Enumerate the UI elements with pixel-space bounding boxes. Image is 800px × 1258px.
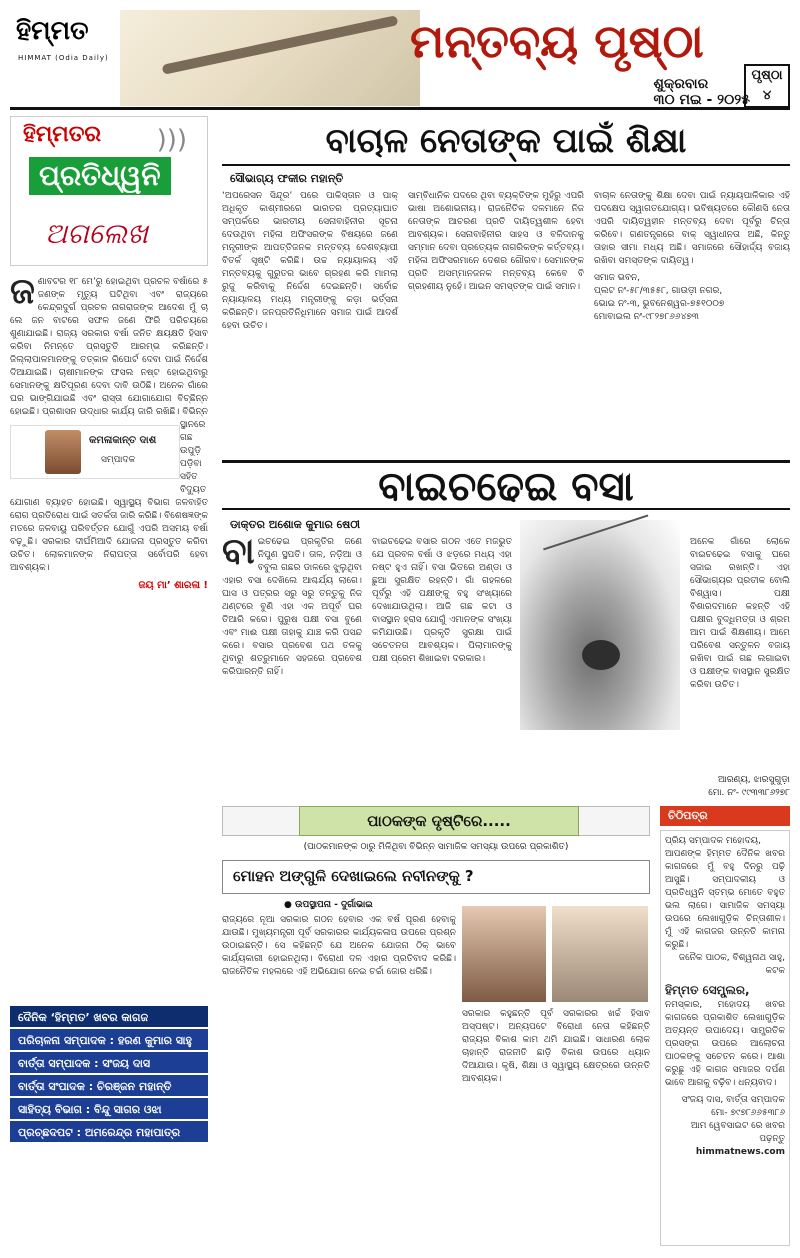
article2-byline: ଡାକ୍ତର ଅଶୋକ କୁମାର ଷେଠୀ bbox=[230, 518, 361, 531]
author-name: କମଳାକାନ୍ତ ଦାଶ bbox=[89, 435, 157, 446]
author-photo bbox=[45, 430, 81, 474]
author-role: ସମ୍ପାଦକ bbox=[101, 455, 136, 465]
opinion-headline: ମୋହନ ଅଙ୍ଗୁଳି ଦେଖାଇଲେ ନବୀନଙ୍କୁ ? bbox=[222, 860, 650, 894]
sign-line: ମୋ. ନଂ- ୯୯୩୩୮୬୨୭୮ bbox=[708, 788, 790, 798]
logo-agralekha: ଅଗଲେଖ bbox=[45, 217, 148, 250]
page-number: ୪ bbox=[762, 88, 772, 103]
article2-col2: ବାଇଚଢେଇ ବସାର ଗଠନ ଏତେ ମଜଭୁତ ଯେ ପ୍ରବଳ ବର୍ଷା ଓ ଝଡ଼ରେ ମଧ୍ୟ ଏହା ନଷ୍ଟ ହୁଏ ନାହିଁ। ବସା ଭିତରେ ଅଣ୍ଡା ଓ ଛୁଆ ସୁରକ୍ଷିତ ରହନ୍ତି। ଗାଁ ଗହଳରେ ପୂର୍ବରୁ ଏହି ପକ୍ଷୀଙ୍କୁ ବହୁ ସଂଖ୍ୟାରେ ଦେଖାଯାଉଥିଲା। ଆଜି ଗଛ କଟା ଓ ବାସସ୍ଥାନ ହ୍ରାସ ଯୋଗୁଁ ଏମାନଙ୍କ ସଂଖ୍ୟା କମିଯାଉଛି। ପ୍ରକୃତି ସୁରକ୍ଷା ପାଇଁ ସଚେତନତା ଆବଶ୍ୟକ। ପିଲାମାନଙ୍କୁ ପକ୍ଷୀ ପ୍ରେମ ଶିଖାଇବା ଦରକାର। bbox=[372, 537, 512, 664]
editorial-text-2: ବିଭିନ୍ନ ସ୍ଥାନରେ ଗଛ ଉପୁଡ଼ି ପଡ଼ିବା ସହିତ ବିଦ୍ୟୁତ ଯୋଗାଣ ବ୍ୟାହତ ହୋଇଛି। ସ୍ୱାସ୍ଥ୍ୟ ବିଭାଗ ଜଳବାହିତ ରୋଗ ପ୍ରତିରୋଧ ପାଇଁ ସତର୍କତା ଜାରି କରିଛି। ବିଶେଷଜ୍ଞଙ୍କ ମତରେ ଜଳବାୟୁ ପରିବର୍ତ୍ତନ ଯୋଗୁଁ ଏପରି ଅସମୟ ବର୍ଷା ବଢ଼ୁଛି। ସରକାର ଦୀର୍ଘମିଆଦି ଯୋଜନା ପ୍ରସ୍ତୁତ କରିବା ଉଚିତ। ଲୋକମାନଙ୍କ ନିରାପତ୍ତା ସର୍ବୋପରି ହେବା ଆବଶ୍ୟକ। bbox=[10, 407, 208, 573]
page-label: ପୃଷ୍ଠା bbox=[751, 68, 783, 83]
letters-tab: ଚିଠିପତ୍ର bbox=[660, 806, 790, 826]
staff-row: ପ୍ରଚ୍ଛଦପଟ : ଅମରେନ୍ଦ୍ର ମହାପାତ୍ର bbox=[10, 1121, 208, 1144]
article1-body bbox=[222, 190, 790, 452]
article1-byline: ସୌଭାଗ୍ୟ ଫକୀର ମହାନ୍ତି bbox=[230, 172, 344, 185]
weaver-bird-nest-photo bbox=[520, 520, 680, 730]
left-column bbox=[10, 116, 208, 1246]
section-title: ମନ୍ତବ୍ୟ ପୃଷ୍ଠା bbox=[410, 14, 704, 68]
article1-signature bbox=[594, 272, 790, 324]
brand-name: ହିମ୍ମତ bbox=[16, 16, 89, 46]
letter1-salutation: ପ୍ରିୟ ସମ୍ପାଦକ ମହୋଦୟ, bbox=[665, 836, 761, 846]
sign-line: ଭୋଇ ନଂ-୩, ଭୁବନେଶ୍ୱର-୭୫୧୦୦୭ bbox=[594, 299, 725, 309]
staff-row: ସାହିତ୍ୟ ବିଭାଗ : ବିନ୍ଦୁ ସାଗର ଓଝା bbox=[10, 1098, 208, 1121]
readers-banner bbox=[222, 806, 650, 836]
author-card bbox=[10, 425, 180, 479]
sign-line: ମୋବାଇଲ ନଂ-୯୮୨୭୮୬୬୪୭୩ bbox=[594, 312, 699, 322]
politician-photo-1 bbox=[462, 906, 546, 1002]
letters-box bbox=[660, 830, 790, 1246]
editorial-article bbox=[10, 276, 208, 896]
dropcap: ଜ bbox=[10, 276, 35, 312]
pen-illustration bbox=[120, 10, 420, 106]
sign-line: ଆରଣ୍ୟ, ଝାରସୁଗୁଡ଼ା bbox=[718, 775, 790, 785]
sign-line: ସମାଜ ଭବନ, bbox=[594, 273, 641, 283]
staff-credits bbox=[10, 1006, 208, 1144]
article1-col3-text: ବାଚାଳ ନେତାଙ୍କୁ ଶିକ୍ଷା ଦେବା ପାଇଁ ନ୍ୟାୟପାଳିକାର ଏହି ପଦକ୍ଷେପ ସ୍ୱାଗତଯୋଗ୍ୟ। ଭବିଷ୍ୟତରେ କୌଣସି ନେତା ଏପରି ଦାୟିତ୍ୱହୀନ ମନ୍ତବ୍ୟ ଦେବା ପୂର୍ବରୁ ଚିନ୍ତା କରିବେ। ଗଣତନ୍ତ୍ରରେ ବାକ୍ ସ୍ୱାଧୀନତା ଅଛି, କିନ୍ତୁ ତାହାର ସୀମା ମଧ୍ୟ ଅଛି। ସମାଜରେ ସୌହାର୍ଦ୍ଦ୍ୟ ବଜାୟ ରଖିବା ସମସ୍ତଙ୍କ ଦାୟିତ୍ୱ। bbox=[594, 191, 790, 266]
staff-row: ପରିଚାଳନା ସମ୍ପାଦକ : ହରଣ କୁମାର ସାହୁ bbox=[10, 1029, 208, 1052]
readers-title: ପାଠକଙ୍କ ଦୃଷ୍ଟିରେ..... bbox=[299, 806, 579, 836]
masthead bbox=[10, 10, 790, 110]
letter2-signature: ସଂଜୟ ଦାସ, ବାର୍ତ୍ତା ସମ୍ପାଦକ bbox=[681, 1095, 785, 1105]
pratidhwani-logo bbox=[10, 116, 208, 266]
readers-note: (ପାଠକମାନଙ୍କ ଠାରୁ ମିଳିଥିବା ବିଭିନ୍ନ ସାମାଜିକ ସମସ୍ୟା ଉପରେ ପ୍ରକାଶିତ) bbox=[303, 842, 569, 852]
contact-number: ମୋ- ୭୯୭୮୬୬୫୩୮୬ bbox=[711, 1108, 785, 1118]
staff-row: ବାର୍ତ୍ତା ସମ୍ପାଦକ : ସଂଜୟ ଦାସ bbox=[10, 1052, 208, 1075]
article2-body-left bbox=[222, 536, 512, 798]
article2-dropcap: ବା bbox=[222, 536, 255, 572]
letter2-body: ନମସ୍କାର, ମହୋଦୟ ଖବର କାଗଜରେ ପ୍ରକାଶିତ ଲେଖାଗୁଡ଼ିକ ଅତ୍ୟନ୍ତ ଉପାଦେୟ। ସାମ୍ପ୍ରତିକ ପ୍ରସଙ୍ଗ ଉପରେ ଆଲୋଚନା ପାଠକଙ୍କୁ ସଚେତନ କରେ। ଆଶା କରୁଛୁ ଏହି କାଗଜ ସମାଜର ଦର୍ପଣ ଭାବେ ଆଗକୁ ବଢ଼ିବ। ଧନ୍ୟବାଦ। bbox=[665, 1000, 785, 1088]
logo-himmat: ହିମ୍ମତର bbox=[23, 121, 102, 147]
opinion-byline: ● ଉପସ୍ଥାପନା - ଦୁର୍ଗାଭାଇ bbox=[284, 900, 373, 910]
website-note: ଆମ ୱେବସାଇଟ ରେ ଖବର ପଢ଼ନ୍ତୁ bbox=[690, 1121, 785, 1144]
logo-pratidhwani: ପ୍ରତିଧ୍ୱନି bbox=[29, 157, 171, 195]
sign-line: ପ୍ଲଟ ନଂ-୫୮/୩୫୫୮, ଗାଉଡ଼ୀ ନଗର, bbox=[594, 286, 723, 296]
politician-photo-2 bbox=[552, 906, 648, 1002]
website-link[interactable]: himmatnews.com bbox=[695, 1147, 785, 1157]
end-mark: ଜୟ ମା’ ଶାରଳା ! bbox=[138, 580, 208, 591]
page-number-box bbox=[744, 64, 790, 108]
date: ୩୦ ମଇ - ୨୦୨୫ bbox=[653, 92, 750, 108]
article1-col3 bbox=[594, 190, 790, 452]
brand-logo bbox=[10, 10, 130, 70]
opinion-col2: ସରକାର କହୁଛନ୍ତି ପୂର୍ବ ସରକାରର ଖର୍ଚ୍ଚ ହିସାବ ଅସ୍ପଷ୍ଟ। ଅନ୍ୟପଟେ ବିରୋଧୀ ନେତା କହିଛନ୍ତି ରାଜ୍ୟର ବିକାଶ କାମ ଥମି ଯାଇଛି। ସାଧାରଣ ଲୋକ ଚାହାନ୍ତି ରାଜନୀତି ଛାଡ଼ି ବିକାଶ ଉପରେ ଧ୍ୟାନ ଦିଆଯାଉ। କୃଷି, ଶିକ୍ଷା ଓ ସ୍ୱାସ୍ଥ୍ୟ କ୍ଷେତ୍ରରେ ଉନ୍ନତି ଆବଶ୍ୟକ। bbox=[462, 1009, 650, 1084]
article2-col1 bbox=[222, 536, 362, 798]
editorial-text: ଣାବଟର ୧୮ ମେ’ରୁ ହୋଇଥିବା ପ୍ରଚଳ ବର୍ଷାରେ ୫ ଜଣଙ୍କ ମୃତ୍ୟୁ ଘଟିଥିବା ଏବଂ ରାଜ୍ୟରେ କେନ୍ଦ୍ରଦୁର୍ଗ ପ୍ରଚଳ ନାଗରାଜଙ୍କ ଆଦେଶ ମୁଁ ଚା ଲେ ଜନ ବାଟରେ ସଫଳ ଜଣେ ଫିରି ପରିଚୟରେ ଶୁଣାଯାଇଛି। ରାଜ୍ୟ ସରକାର ବର୍ଷା ଜନିତ କ୍ଷୟକ୍ଷତି ହିସାବ କରିବା ନିମନ୍ତେ ପ୍ରସ୍ତୁତି ଆରମ୍ଭ କରିଛନ୍ତି। ଜିଲ୍ଲାପାଳମାନଙ୍କୁ ତତ୍କାଳ ରିପୋର୍ଟ ଦେବା ପାଇଁ ନିର୍ଦ୍ଦେଶ ଦିଆଯାଇଛି। ଚାଷୀମାନଙ୍କ ଫସଲ ନଷ୍ଟ ହୋଇଥିବାରୁ ସେମାନଙ୍କୁ କ୍ଷତିପୂରଣ ଦେବା ଦାବି ଉଠିଛି। ଅନେକ ଗାଁରେ ଘର ଭାଙ୍ଗିଯାଇଛି ଏବଂ ରାସ୍ତା ଯୋଗାଯୋଗ ବିଚ୍ଛିନ୍ନ ହୋଇଛି। ପ୍ରଶାସନ ଉଦ୍ଧାର କାର୍ଯ୍ୟ ଜାରି ରଖିଛି। bbox=[10, 277, 208, 417]
letter1-body: ଆପଣଙ୍କ ହିମ୍ମତ ଦୈନିକ ଖବର କାଗଜରେ ମୁଁ ବହୁ ଦିନରୁ ପଢ଼ି ଆସୁଛି। ସମ୍ପାଦକୀୟ ଓ ପ୍ରତିଧ୍ୱନି ସ୍ତମ୍ଭ ମୋତେ ବହୁତ ଭଲ ଲାଗେ। ସାମାଜିକ ସମସ୍ୟା ଉପରେ ଲେଖାଗୁଡ଼ିକ ଚିନ୍ତାଶୀଳ। ମୁଁ ଏହି କାଗଜର ଉନ୍ନତି କାମନା କରୁଛି। bbox=[665, 849, 785, 950]
article2-headline: ବାଇଚଢେଇ ବସା bbox=[222, 460, 790, 510]
brand-subtitle: HIMMAT (Odia Daily) bbox=[18, 54, 109, 62]
letter1-signature: ଜନୈକ ପାଠକ, ବିଶ୍ୱନାଥ ସାହୁ, କଟକ bbox=[678, 953, 785, 976]
staff-row: ବାର୍ତ୍ତା ସଂପାଦକ : ଚିରଞ୍ଜନ ମହାନ୍ତି bbox=[10, 1075, 208, 1098]
date-line bbox=[653, 76, 750, 108]
opinion-col1: ରାଜ୍ୟରେ ନୂଆ ସରକାର ଗଠନ ହେବାର ଏକ ବର୍ଷ ପୂରଣ ହେବାକୁ ଯାଉଛି। ମୁଖ୍ୟମନ୍ତ୍ରୀ ପୂର୍ବ ସରକାରର କାର୍ଯ୍ୟକଳାପ ଉପରେ ପ୍ରଶ୍ନ ଉଠାଇଛନ୍ତି। ସେ କହିଛନ୍ତି ଯେ ଅନେକ ଯୋଜନା ଠିକ୍ ଭାବେ କାର୍ଯ୍ୟକାରୀ ହୋଇନଥିଲା। ବିରୋଧୀ ଦଳ ଏହାର ପ୍ରତିବାଦ କରିଛି। ରାଜନୈତିକ ମହଲରେ ଏହି ଅଭିଯୋଗ ନେଇ ଚର୍ଚ୍ଚା ଜୋର ଧରିଛି। bbox=[222, 915, 456, 977]
letter2-heading: ହିମ୍ମତ ସେମ୍ପ୍ଲର, bbox=[665, 983, 750, 997]
article1-col2: ସାମ୍ବିଧାନିକ ପଦରେ ଥିବା ବ୍ୟକ୍ତିଙ୍କ ମୁହଁରୁ ଏପରି ଭାଷା ଅଶୋଭନୀୟ। ରାଜନୈତିକ ଦଳମାନେ ନିଜ ନେତାଙ୍କ ଆଚରଣ ପ୍ରତି ଦାୟିତ୍ୱଶୀଳ ହେବା ଆବଶ୍ୟକ। ସେନାବାହିନୀର ସାହସ ଓ ବଳିଦାନକୁ ସମ୍ମାନ ଦେବା ପ୍ରତ୍ୟେକ ନାଗରିକଙ୍କ କର୍ତ୍ତବ୍ୟ। ମହିଳା ଅଫିସରମାନେ ଦେଶର ଗୌରବ। ସେମାନଙ୍କ ପ୍ରତି ଅସମ୍ମାନଜନକ ମନ୍ତବ୍ୟ କେବେ ବି ଗ୍ରହଣୀୟ ନୁହେଁ। ଆଇନ ସମସ୍ତଙ୍କ ପାଇଁ ସମାନ। bbox=[408, 191, 584, 292]
day: ଶୁକ୍ରବାର bbox=[653, 76, 709, 92]
staff-row: ଦୈନିକ ‘ହିମ୍ମତ’ ଖବର କାଗଜ bbox=[10, 1006, 208, 1029]
article2-col3: ଅନେକ ଗାଁରେ ଲୋକେ ବାଇଚଢେଇ ବସାକୁ ଘରେ ସଜାଇ ରଖନ୍ତି। ଏହା ସୌଭାଗ୍ୟର ପ୍ରତୀକ ବୋଲି ବିଶ୍ୱାସ। ପକ୍ଷୀ ବିଶାରଦମାନେ କହନ୍ତି ଏହି ପକ୍ଷୀର ବୁଦ୍ଧିମତ୍ତା ଓ ଶ୍ରମ ଆମ ପାଇଁ ଶିକ୍ଷଣୀୟ। ଆମେ ପରିବେଶ ସନ୍ତୁଳନ ବଜାୟ ରଖିବା ପାଇଁ ଗଛ ଲଗାଇବା ଓ ପକ୍ଷୀଙ୍କ ବାସସ୍ଥାନ ସୁରକ୍ଷିତ କରିବା ଉଚିତ। bbox=[690, 537, 790, 690]
article1-headline: ବାଚାଳ ନେତାଙ୍କ ପାଇଁ ଶିକ୍ଷା bbox=[222, 118, 790, 166]
article2-signature bbox=[660, 774, 790, 800]
article1-col1: ‘ଅପରେସନ ସିନ୍ଦୂର’ ପରେ ପାକିସ୍ତାନ ଓ ପାକ୍ ଅଧିକୃତ କାଶ୍ମୀରରେ ଭାରତର ପ୍ରତ୍ୟାଘାତ ସମ୍ପର୍କରେ ଭାରତୀୟ ସେନାବାହିନୀର ସୂଚନା ଦେଉଥିବା ମହିଳା ଅଫିସରଙ୍କ ବିଷୟରେ ଜଣେ ମନ୍ତ୍ରୀଙ୍କ ଆପତ୍ତିଜନକ ମନ୍ତବ୍ୟ ଦେଶବ୍ୟାପୀ ବିତର୍କ ସୃଷ୍ଟି କରିଛି। ଉଚ୍ଚ ନ୍ୟାୟାଳୟ ଏହି ମନ୍ତବ୍ୟକୁ ଗୁରୁତର ଭାବେ ଗ୍ରହଣ କରି ମାମଲା ରୁଜୁ କରିବାକୁ ନିର୍ଦ୍ଦେଶ ଦେଇଛନ୍ତି। ସର୍ବୋଚ୍ଚ ନ୍ୟାୟାଳୟ ମଧ୍ୟ ମନ୍ତ୍ରୀଙ୍କୁ କଡ଼ା ଭର୍ତ୍ସନା କରିଛନ୍ତି। ଜନପ୍ରତିନିଧିମାନେ ସମାଜ ପାଇଁ ଆଦର୍ଶ ହେବା ଉଚିତ। bbox=[222, 191, 398, 331]
article2-col1-text: ଇଚଢେଇ ପ୍ରକୃତିର ଜଣେ ନିପୁଣ ସ୍ଥପତି। ତାଳ, ନଡ଼ିଆ ଓ ବବୁଲ ଗଛର ଡାଳରେ ଝୁଲୁଥିବା ଏହାର ବସା ଦେଖିଲେ ଆଶ୍ଚର୍ଯ୍ୟ ଲାଗେ। ଘାସ ଓ ପତ୍ରର ସରୁ ସରୁ ତନ୍ତୁକୁ ନିଜ ଥଣ୍ଟରେ ବୁଣି ଏହା ଏକ ଅପୂର୍ବ ଘର ତିଆରି କରେ। ପୁରୁଷ ପକ୍ଷୀ ବସା ବୁଣେ ଏବଂ ମାଈ ପକ୍ଷୀ ତାହାକୁ ଯାଞ୍ଚ କରି ପସନ୍ଦ କରେ। ବସାର ପ୍ରବେଶ ପଥ ତଳକୁ ଥିବାରୁ ଶତ୍ରୁମାନେ ସହଜରେ ପ୍ରବେଶ କରିପାରନ୍ତି ନାହିଁ। bbox=[222, 537, 362, 677]
signal-icon: ))) bbox=[156, 125, 187, 155]
